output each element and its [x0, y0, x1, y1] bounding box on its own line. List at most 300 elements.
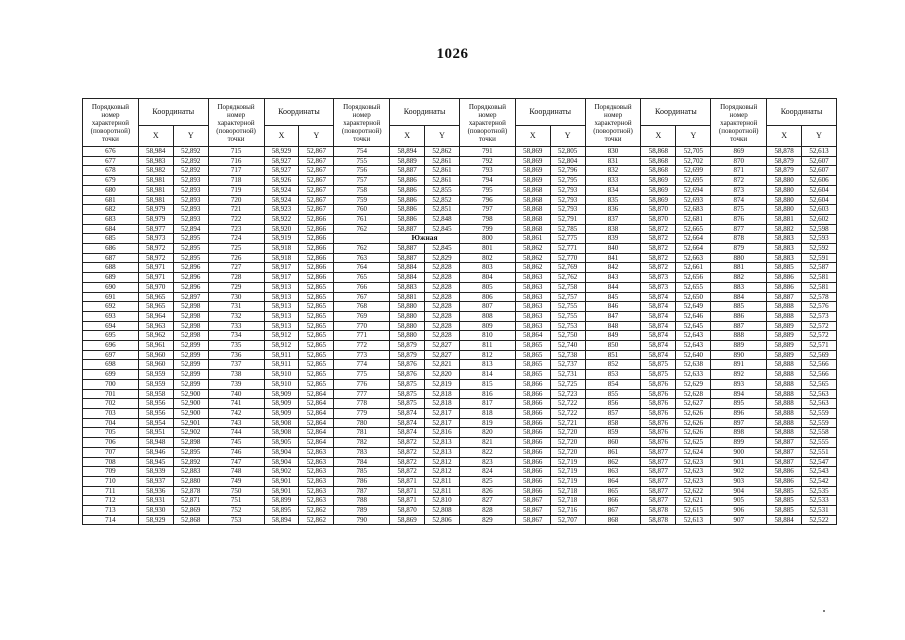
point-number-cell: 820 [459, 428, 515, 438]
point-number-cell: 833 [585, 176, 641, 186]
point-number-cell: 795 [459, 185, 515, 195]
point-number-cell: 870 [711, 156, 767, 166]
x-coordinate-cell: 58,874 [641, 321, 676, 331]
point-number-cell: 846 [585, 302, 641, 312]
y-coordinate-cell: 52,811 [425, 486, 460, 496]
point-number-cell: 844 [585, 282, 641, 292]
x-coordinate-cell: 58,867 [515, 496, 550, 506]
y-coordinate-cell: 52,865 [299, 341, 334, 351]
y-coordinate-cell: 52,865 [299, 370, 334, 380]
y-coordinate-cell: 52,757 [550, 292, 585, 302]
point-number-cell: 696 [83, 341, 139, 351]
x-coordinate-cell: 58,862 [515, 253, 550, 263]
x-coordinate-cell: 58,889 [767, 331, 802, 341]
x-coordinate-cell: 58,879 [390, 341, 425, 351]
point-number-cell: 765 [334, 273, 390, 283]
y-coordinate-cell: 52,817 [425, 418, 460, 428]
point-number-cell: 768 [334, 302, 390, 312]
point-number-cell: 884 [711, 292, 767, 302]
y-coordinate-cell: 52,607 [802, 156, 837, 166]
y-coordinate-cell: 52,848 [425, 214, 460, 224]
point-number-cell: 890 [711, 350, 767, 360]
x-coordinate-cell: 58,868 [515, 205, 550, 215]
point-number-cell: 685 [83, 234, 139, 244]
x-coordinate-cell: 58,887 [390, 166, 425, 176]
point-number-cell: 855 [585, 389, 641, 399]
x-coordinate-cell: 58,888 [767, 379, 802, 389]
point-number-cell: 847 [585, 311, 641, 321]
point-number-cell: 772 [334, 341, 390, 351]
y-coordinate-cell: 52,722 [550, 408, 585, 418]
y-coordinate-cell: 52,613 [802, 147, 837, 157]
x-coordinate-cell: 58,888 [767, 408, 802, 418]
point-number-cell: 891 [711, 360, 767, 370]
point-number-cell: 683 [83, 214, 139, 224]
point-number-cell: 799 [459, 224, 515, 234]
table-row [83, 147, 837, 157]
y-coordinate-cell: 52,866 [299, 244, 334, 254]
point-number-cell: 813 [459, 360, 515, 370]
point-number-cell: 722 [208, 214, 264, 224]
y-coordinate-cell: 52,861 [425, 166, 460, 176]
y-coordinate-cell: 52,829 [425, 253, 460, 263]
point-number-cell: 711 [83, 486, 139, 496]
x-coordinate-cell: 58,981 [138, 185, 173, 195]
y-coordinate-cell: 52,895 [173, 447, 208, 457]
point-number-cell: 769 [334, 311, 390, 321]
point-number-cell: 781 [334, 428, 390, 438]
table-row [83, 224, 837, 234]
y-coordinate-cell: 52,640 [676, 350, 711, 360]
x-coordinate-cell: 58,922 [264, 214, 299, 224]
point-number-cell: 863 [585, 467, 641, 477]
point-number-cell: 687 [83, 253, 139, 263]
y-coordinate-cell: 52,707 [550, 515, 585, 525]
point-number-cell: 801 [459, 244, 515, 254]
y-coordinate-cell: 52,627 [676, 399, 711, 409]
table-row [83, 370, 837, 380]
x-coordinate-cell: 58,869 [641, 185, 676, 195]
point-number-cell: 745 [208, 438, 264, 448]
point-number-cell: 778 [334, 399, 390, 409]
point-number-cell: 775 [334, 370, 390, 380]
x-coordinate-cell: 58,930 [138, 506, 173, 516]
point-number-cell: 793 [459, 166, 515, 176]
table-header [83, 99, 837, 147]
x-coordinate-cell: 58,909 [264, 389, 299, 399]
x-coordinate-cell: 58,895 [264, 506, 299, 516]
point-number-cell: 689 [83, 273, 139, 283]
y-coordinate-cell: 52,868 [173, 515, 208, 525]
point-number-cell: 715 [208, 147, 264, 157]
point-number-cell: 752 [208, 506, 264, 516]
x-coordinate-cell: 58,979 [138, 205, 173, 215]
x-coordinate-cell: 58,886 [767, 467, 802, 477]
point-number-cell: 757 [334, 176, 390, 186]
y-coordinate-cell: 52,851 [425, 205, 460, 215]
point-number-cell: 796 [459, 195, 515, 205]
x-coordinate-cell: 58,865 [515, 370, 550, 380]
y-coordinate-cell: 52,899 [173, 379, 208, 389]
x-coordinate-cell: 58,886 [390, 205, 425, 215]
x-coordinate-cell: 58,894 [390, 147, 425, 157]
y-coordinate-cell: 52,604 [802, 185, 837, 195]
x-coordinate-cell: 58,909 [264, 408, 299, 418]
x-coordinate-cell: 58,866 [515, 486, 550, 496]
point-number-cell: 785 [334, 467, 390, 477]
y-coordinate-cell: 52,722 [550, 399, 585, 409]
x-coordinate-cell: 58,885 [767, 486, 802, 496]
page-number: 1026 [436, 46, 469, 62]
point-number-cell: 823 [459, 457, 515, 467]
y-coordinate-cell: 52,716 [550, 506, 585, 516]
y-coordinate-cell: 52,581 [802, 273, 837, 283]
point-number-cell: 712 [83, 496, 139, 506]
x-coordinate-cell: 58,899 [264, 496, 299, 506]
x-coordinate-cell: 58,972 [138, 244, 173, 254]
point-number-cell: 858 [585, 418, 641, 428]
x-coordinate-cell: 58,945 [138, 457, 173, 467]
x-coordinate-cell: 58,877 [641, 476, 676, 486]
y-coordinate-cell: 52,719 [550, 467, 585, 477]
x-coordinate-cell: 58,883 [767, 244, 802, 254]
x-coordinate-cell: 58,866 [515, 418, 550, 428]
header-point-number: Порядковый номер характерной (поворотной) точки [459, 99, 515, 147]
y-coordinate-cell: 52,808 [425, 506, 460, 516]
x-coordinate-cell: 58,937 [138, 476, 173, 486]
point-number-cell: 803 [459, 263, 515, 273]
point-number-cell: 697 [83, 350, 139, 360]
y-coordinate-cell: 52,901 [173, 418, 208, 428]
x-coordinate-cell: 58,959 [138, 379, 173, 389]
table-row [83, 176, 837, 186]
x-coordinate-cell: 58,876 [641, 389, 676, 399]
x-coordinate-cell: 58,886 [390, 214, 425, 224]
y-coordinate-cell: 52,664 [676, 244, 711, 254]
x-coordinate-cell: 58,951 [138, 428, 173, 438]
x-coordinate-cell: 58,918 [264, 253, 299, 263]
point-number-cell: 705 [83, 428, 139, 438]
point-number-cell: 736 [208, 350, 264, 360]
y-coordinate-cell: 52,863 [299, 457, 334, 467]
point-number-cell: 880 [711, 253, 767, 263]
y-coordinate-cell: 52,811 [425, 476, 460, 486]
y-coordinate-cell: 52,813 [425, 438, 460, 448]
point-number-cell: 896 [711, 408, 767, 418]
y-coordinate-cell: 52,663 [676, 253, 711, 263]
y-coordinate-cell: 52,543 [802, 467, 837, 477]
y-coordinate-cell: 52,737 [550, 360, 585, 370]
table-row [83, 205, 837, 215]
x-coordinate-cell: 58,939 [138, 467, 173, 477]
y-coordinate-cell: 52,898 [173, 438, 208, 448]
section-label: Южная [390, 234, 460, 244]
y-coordinate-cell: 52,542 [802, 476, 837, 486]
y-coordinate-cell: 52,845 [425, 244, 460, 254]
point-number-cell: 824 [459, 467, 515, 477]
y-coordinate-cell: 52,863 [299, 447, 334, 457]
x-coordinate-cell: 58,866 [515, 476, 550, 486]
x-coordinate-cell: 58,965 [138, 292, 173, 302]
y-coordinate-cell: 52,606 [802, 176, 837, 186]
y-coordinate-cell: 52,664 [676, 234, 711, 244]
point-number-cell: 692 [83, 302, 139, 312]
x-coordinate-cell: 58,929 [264, 147, 299, 157]
y-coordinate-cell: 52,867 [299, 156, 334, 166]
point-number-cell: 744 [208, 428, 264, 438]
point-number-cell: 716 [208, 156, 264, 166]
x-coordinate-cell: 58,926 [264, 176, 299, 186]
point-number-cell: 721 [208, 205, 264, 215]
header-x: X [264, 126, 299, 147]
x-coordinate-cell: 58,960 [138, 350, 173, 360]
point-number-cell: 679 [83, 176, 139, 186]
point-number-cell: 794 [459, 176, 515, 186]
y-coordinate-cell: 52,573 [802, 311, 837, 321]
x-coordinate-cell: 58,913 [264, 292, 299, 302]
x-coordinate-cell: 58,886 [767, 476, 802, 486]
point-number-cell: 835 [585, 195, 641, 205]
table-row [83, 428, 837, 438]
x-coordinate-cell: 58,875 [390, 379, 425, 389]
y-coordinate-cell: 52,900 [173, 408, 208, 418]
point-number-cell: 888 [711, 331, 767, 341]
table-row [83, 263, 837, 273]
header-point-number: Порядковый номер характерной (поворотной) точки [83, 99, 139, 147]
y-coordinate-cell: 52,810 [425, 496, 460, 506]
point-number-cell: 879 [711, 244, 767, 254]
y-coordinate-cell: 52,865 [299, 350, 334, 360]
point-number-cell: 733 [208, 321, 264, 331]
x-coordinate-cell: 58,869 [515, 156, 550, 166]
point-number-cell: 874 [711, 195, 767, 205]
point-number-cell: 842 [585, 263, 641, 273]
x-coordinate-cell: 58,870 [641, 205, 676, 215]
y-coordinate-cell: 52,894 [173, 224, 208, 234]
x-coordinate-cell: 58,875 [641, 370, 676, 380]
y-coordinate-cell: 52,725 [550, 379, 585, 389]
point-number-cell: 787 [334, 486, 390, 496]
x-coordinate-cell: 58,873 [641, 282, 676, 292]
x-coordinate-cell: 58,874 [641, 331, 676, 341]
point-number-cell: 706 [83, 438, 139, 448]
point-number-cell: 832 [585, 166, 641, 176]
point-number-cell: 818 [459, 408, 515, 418]
point-number-cell: 792 [459, 156, 515, 166]
point-number-cell: 784 [334, 457, 390, 467]
point-number-cell: 770 [334, 321, 390, 331]
y-coordinate-cell: 52,625 [676, 438, 711, 448]
y-coordinate-cell: 52,721 [550, 418, 585, 428]
y-coordinate-cell: 52,867 [299, 185, 334, 195]
y-coordinate-cell: 52,615 [676, 506, 711, 516]
x-coordinate-cell: 58,886 [390, 185, 425, 195]
y-coordinate-cell: 52,633 [676, 370, 711, 380]
x-coordinate-cell: 58,927 [264, 166, 299, 176]
x-coordinate-cell: 58,883 [390, 282, 425, 292]
x-coordinate-cell: 58,866 [515, 399, 550, 409]
point-number-cell: 881 [711, 263, 767, 273]
header-y: Y [425, 126, 460, 147]
point-number-cell: 872 [711, 176, 767, 186]
point-number-cell: 763 [334, 253, 390, 263]
point-number-cell: 726 [208, 253, 264, 263]
point-number-cell: 875 [711, 205, 767, 215]
point-number-cell: 906 [711, 506, 767, 516]
y-coordinate-cell: 52,820 [425, 370, 460, 380]
x-coordinate-cell: 58,876 [641, 438, 676, 448]
y-coordinate-cell: 52,604 [802, 195, 837, 205]
y-coordinate-cell: 52,895 [173, 253, 208, 263]
y-coordinate-cell: 52,899 [173, 370, 208, 380]
header-coordinates: Координаты [641, 99, 711, 126]
x-coordinate-cell: 58,929 [138, 515, 173, 525]
point-number-cell: 676 [83, 147, 139, 157]
table-row [83, 166, 837, 176]
point-number-cell: 680 [83, 185, 139, 195]
x-coordinate-cell: 58,866 [515, 389, 550, 399]
x-coordinate-cell: 58,868 [641, 156, 676, 166]
y-coordinate-cell: 52,893 [173, 176, 208, 186]
point-number-cell: 869 [711, 147, 767, 157]
x-coordinate-cell: 58,874 [641, 292, 676, 302]
y-coordinate-cell: 52,866 [299, 263, 334, 273]
x-coordinate-cell: 58,973 [138, 234, 173, 244]
point-number-cell: 845 [585, 292, 641, 302]
y-coordinate-cell: 52,898 [173, 302, 208, 312]
y-coordinate-cell: 52,569 [802, 350, 837, 360]
point-number-cell: 691 [83, 292, 139, 302]
y-coordinate-cell: 52,864 [299, 438, 334, 448]
point-number-cell: 836 [585, 205, 641, 215]
x-coordinate-cell: 58,863 [515, 302, 550, 312]
x-coordinate-cell: 58,883 [767, 253, 802, 263]
x-coordinate-cell: 58,879 [390, 350, 425, 360]
y-coordinate-cell: 52,762 [550, 273, 585, 283]
x-coordinate-cell: 58,874 [390, 418, 425, 428]
point-number-cell: 729 [208, 282, 264, 292]
y-coordinate-cell: 52,866 [299, 214, 334, 224]
point-number-cell: 817 [459, 399, 515, 409]
x-coordinate-cell: 58,876 [641, 408, 676, 418]
scan-speck [823, 610, 825, 612]
x-coordinate-cell: 58,963 [138, 321, 173, 331]
table-row [83, 273, 837, 283]
point-number-cell: 883 [711, 282, 767, 292]
x-coordinate-cell: 58,862 [515, 244, 550, 254]
point-number-cell: 848 [585, 321, 641, 331]
x-coordinate-cell: 58,971 [138, 273, 173, 283]
y-coordinate-cell: 52,602 [802, 214, 837, 224]
point-number-cell: 701 [83, 389, 139, 399]
point-number-cell: 853 [585, 370, 641, 380]
header-point-number: Порядковый номер характерной (поворотной) точки [208, 99, 264, 147]
x-coordinate-cell: 58,868 [515, 185, 550, 195]
table-row [83, 311, 837, 321]
point-number-cell: 885 [711, 302, 767, 312]
point-number-cell: 741 [208, 399, 264, 409]
x-coordinate-cell: 58,894 [264, 515, 299, 525]
x-coordinate-cell: 58,880 [767, 195, 802, 205]
point-number-cell: 737 [208, 360, 264, 370]
y-coordinate-cell: 52,770 [550, 253, 585, 263]
table-row [83, 399, 837, 409]
y-coordinate-cell: 52,626 [676, 418, 711, 428]
coordinates-table [82, 98, 837, 525]
table-row [83, 195, 837, 205]
point-number-cell: 717 [208, 166, 264, 176]
point-number-cell: 873 [711, 185, 767, 195]
point-number-cell: 905 [711, 496, 767, 506]
x-coordinate-cell: 58,871 [390, 496, 425, 506]
y-coordinate-cell: 52,883 [173, 467, 208, 477]
y-coordinate-cell: 52,693 [676, 195, 711, 205]
point-number-cell: 709 [83, 467, 139, 477]
point-number-cell: 730 [208, 292, 264, 302]
point-number-cell: 731 [208, 302, 264, 312]
point-number-cell: 831 [585, 156, 641, 166]
y-coordinate-cell: 52,880 [173, 476, 208, 486]
header-x: X [515, 126, 550, 147]
y-coordinate-cell: 52,593 [802, 234, 837, 244]
x-coordinate-cell: 58,872 [641, 244, 676, 254]
point-number-cell: 867 [585, 506, 641, 516]
x-coordinate-cell: 58,869 [390, 515, 425, 525]
point-number-cell: 798 [459, 214, 515, 224]
point-number-cell: 783 [334, 447, 390, 457]
x-coordinate-cell: 58,877 [641, 447, 676, 457]
x-coordinate-cell: 58,868 [515, 195, 550, 205]
y-coordinate-cell: 52,720 [550, 447, 585, 457]
point-number-cell: 886 [711, 311, 767, 321]
table-row [83, 438, 837, 448]
point-number-cell: 864 [585, 476, 641, 486]
x-coordinate-cell: 58,880 [390, 302, 425, 312]
y-coordinate-cell: 52,804 [550, 156, 585, 166]
y-coordinate-cell: 52,718 [550, 486, 585, 496]
y-coordinate-cell: 52,572 [802, 331, 837, 341]
table-row [83, 185, 837, 195]
y-coordinate-cell: 52,818 [425, 389, 460, 399]
y-coordinate-cell: 52,861 [425, 156, 460, 166]
x-coordinate-cell: 58,867 [515, 515, 550, 525]
x-coordinate-cell: 58,863 [515, 321, 550, 331]
y-coordinate-cell: 52,865 [299, 282, 334, 292]
x-coordinate-cell: 58,888 [767, 370, 802, 380]
x-coordinate-cell: 58,961 [138, 341, 173, 351]
header-coordinates: Координаты [138, 99, 208, 126]
x-coordinate-cell: 58,970 [138, 282, 173, 292]
y-coordinate-cell: 52,646 [676, 311, 711, 321]
point-number-cell: 724 [208, 234, 264, 244]
point-number-cell: 742 [208, 408, 264, 418]
y-coordinate-cell: 52,828 [425, 331, 460, 341]
x-coordinate-cell: 58,867 [515, 506, 550, 516]
y-coordinate-cell: 52,863 [299, 476, 334, 486]
point-number-cell: 828 [459, 506, 515, 516]
x-coordinate-cell: 58,981 [138, 176, 173, 186]
y-coordinate-cell: 52,621 [676, 496, 711, 506]
x-coordinate-cell: 58,918 [264, 244, 299, 254]
table-row [83, 321, 837, 331]
y-coordinate-cell: 52,753 [550, 321, 585, 331]
point-number-cell: 804 [459, 273, 515, 283]
y-coordinate-cell: 52,828 [425, 321, 460, 331]
point-number-cell: 854 [585, 379, 641, 389]
point-number-cell: 899 [711, 438, 767, 448]
point-number-cell: 809 [459, 321, 515, 331]
point-number-cell: 695 [83, 331, 139, 341]
